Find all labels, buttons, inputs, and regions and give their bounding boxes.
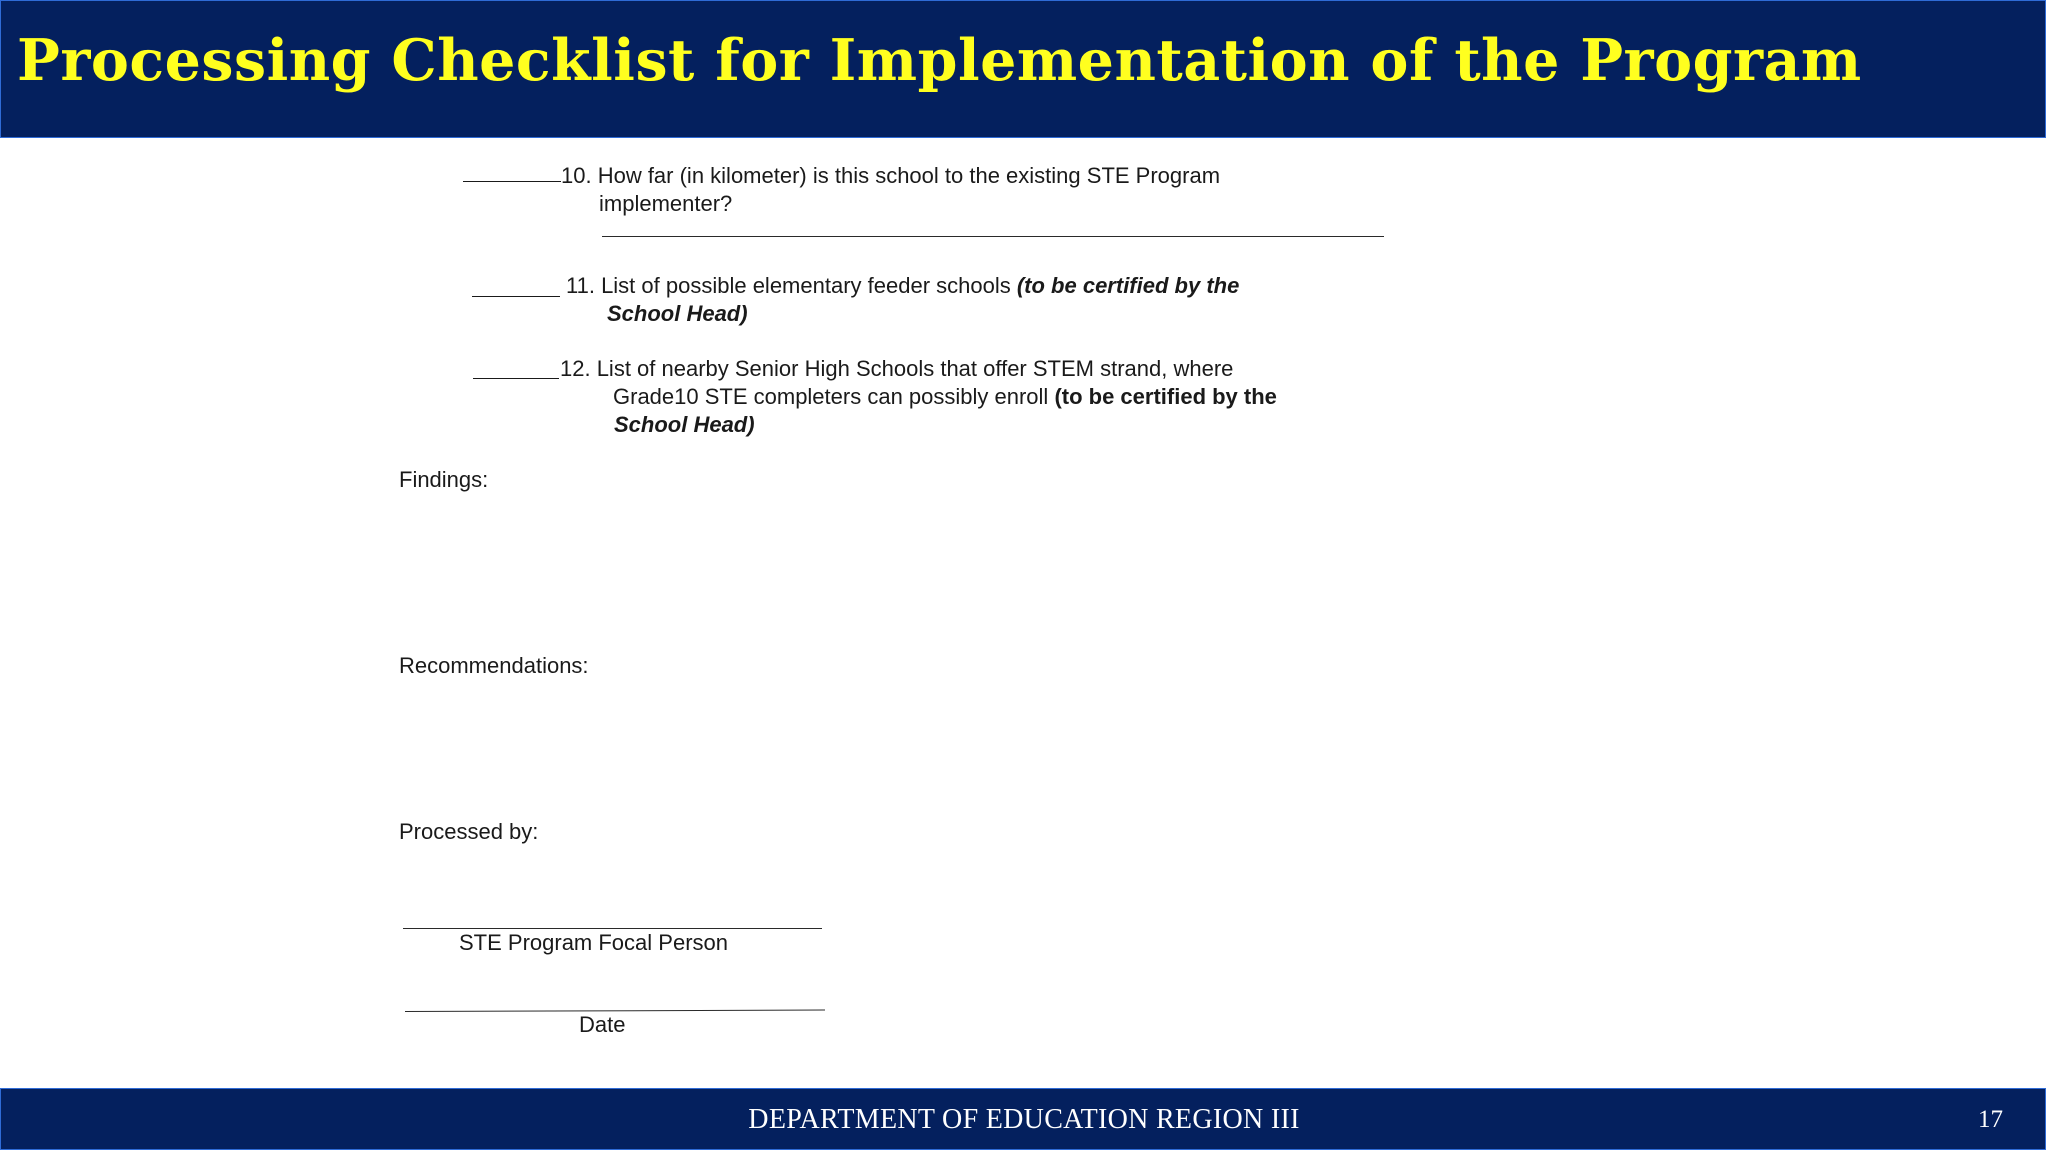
item-10-line-2: implementer? [599,191,733,216]
recommendations-label: Recommendations: [399,653,589,678]
item-11-certified-note-end: School Head) [607,301,748,326]
slide-number: 17 [1978,1106,2003,1133]
item-12-question [560,355,1233,383]
processed-by-label: Processed by: [399,819,539,844]
item-12-certified-note: (to be certified by the [1054,384,1277,409]
item-12-continuation-2 [614,411,755,439]
slide-title: Processing Checklist for Implementation of the Program [17,27,1862,94]
footer-organization: DEPARTMENT OF EDUCATION REGION III [748,1104,1300,1135]
item-10-blank [463,181,561,182]
item-12-blank [473,378,559,379]
item-12-line-2: Grade10 STE completers can possibly enroll [613,384,1055,409]
item-10-question [561,162,1220,190]
item-11-continuation [607,300,748,328]
item-11-blank [472,296,560,297]
date-label: Date [579,1012,626,1037]
item-11-question [566,272,1239,300]
title-bar [0,0,2046,138]
item-10-line-1: 10. How far (in kilometer) is this school to the existing STE Program [561,163,1221,188]
footer-bar [0,1088,2046,1150]
focal-person-label: STE Program Focal Person [459,930,728,955]
item-12-certified-note-end: School Head) [614,412,755,437]
item-11-text: 11. List of possible elementary feeder schools [566,273,1017,298]
item-10-continuation [599,190,732,218]
item-12-line-1: 12. List of nearby Senior High Schools that offer STEM strand, where [560,356,1234,381]
item-12-continuation [613,383,1277,411]
item-11-certified-note: (to be certified by the [1016,273,1240,298]
item-10-answer-line [602,236,1384,237]
findings-label: Findings: [399,467,489,492]
